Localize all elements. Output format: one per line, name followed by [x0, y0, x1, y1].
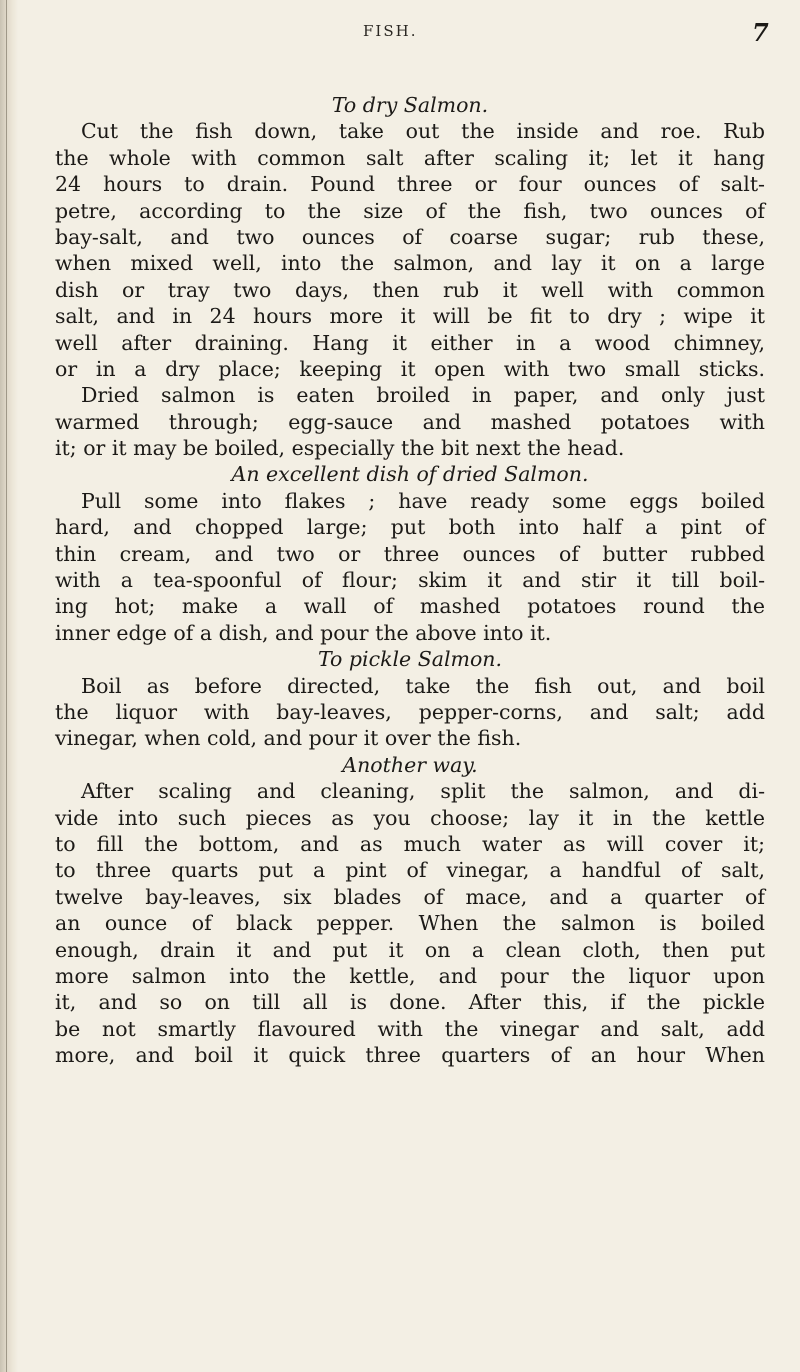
- text-line: with a tea-spoonful of flour; skim it and stir it till boil-: [55, 568, 765, 593]
- paragraph-first-line: Pull some into flakes ; have ready some eggs boiled: [81, 488, 765, 513]
- paragraph-first-line: Cut the fish down, take out the inside and roe. Rub: [81, 119, 765, 144]
- section-heading: Another way.: [342, 752, 478, 777]
- text-line: well after draining. Hang it either in a wood chimney,: [55, 330, 765, 355]
- text-line: or in a dry place; keeping it open with two small sticks.: [55, 356, 765, 381]
- paragraph-last-line: inner edge of a dish, and pour the above into it.: [55, 620, 552, 645]
- running-head: [0, 14, 800, 47]
- text-line: the whole with common salt after scaling it; let it hang: [55, 145, 765, 170]
- text-line: more, and boil it quick three quarters of an hour When: [55, 1043, 765, 1068]
- section-heading: To dry Salmon.: [331, 93, 489, 117]
- text-line: to fill the bottom, and as much water as will cover it;: [55, 831, 765, 856]
- text-line: vide into such pieces as you choose; lay it in the kettle: [55, 805, 765, 830]
- text-line: dish or tray two days, then rub it well with common: [55, 277, 765, 302]
- text-line: it, and so on till all is done. After this, if the pickle: [55, 990, 765, 1015]
- text-line: be not smartly flavoured with the vinegar and salt, add: [55, 1016, 765, 1041]
- text-line: enough, drain it and put it on a clean cloth, then put: [55, 937, 765, 962]
- text-line: the liquor with bay-leaves, pepper-corns, and salt; add: [55, 699, 765, 724]
- section-heading: An excellent dish of dried Salmon.: [231, 462, 589, 487]
- paragraph-first-line: Boil as before directed, take the fish out, and boil: [81, 673, 765, 698]
- paragraph-last-line: vinegar, when cold, and pour it over the fish.: [55, 726, 522, 751]
- page-text: [55, 92, 765, 1068]
- text-line: hard, and chopped large; put both into half a pint of: [55, 515, 765, 540]
- paragraph-first-line: Dried salmon is eaten broiled in paper, and only just: [81, 383, 765, 408]
- paragraph-last-line: it; or it may be boiled, especially the bit next the head.: [55, 436, 625, 461]
- text-line: salt, and in 24 hours more it will be fit to dry ; wipe it: [55, 304, 765, 329]
- section-heading: To pickle Salmon.: [317, 647, 503, 672]
- page-binding-edge: [0, 0, 18, 1372]
- text-line: bay-salt, and two ounces of coarse sugar; rub these,: [55, 224, 765, 249]
- text-line: when mixed well, into the salmon, and lay it on a large: [55, 251, 765, 276]
- text-line: 24 hours to drain. Pound three or four ounces of salt-: [55, 172, 765, 197]
- page-number: 7: [752, 18, 769, 47]
- text-line: thin cream, and two or three ounces of butter rubbed: [55, 541, 765, 566]
- text-line: warmed through; egg-sauce and mashed potatoes with: [55, 409, 765, 434]
- text-line: twelve bay-leaves, six blades of mace, and a quarter of: [55, 884, 765, 909]
- text-line: ing hot; make a wall of mashed potatoes round the: [55, 594, 765, 619]
- text-line: to three quarts put a pint of vinegar, a handful of salt,: [55, 858, 765, 883]
- paragraph-first-line: After scaling and cleaning, split the salmon, and di-: [81, 779, 765, 804]
- text-line: more salmon into the kettle, and pour the liquor upon: [55, 963, 765, 988]
- text-line: petre, according to the size of the fish, two ounces of: [55, 198, 765, 223]
- running-head-title: FISH.: [363, 22, 418, 40]
- text-line: an ounce of black pepper. When the salmon is boiled: [55, 911, 765, 936]
